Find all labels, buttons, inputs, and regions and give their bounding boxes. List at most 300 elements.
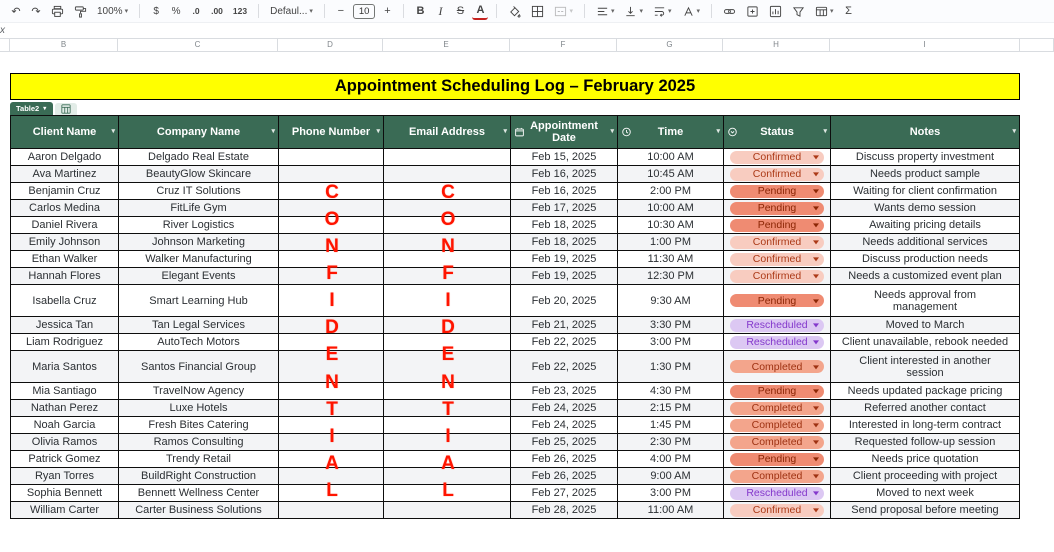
confidential-letter: C [325,182,339,203]
date-cell[interactable]: Feb 18, 2025 [511,216,618,233]
chevron-down-icon[interactable]: ▾ [271,128,275,135]
table-row [11,148,1019,165]
table-views-button[interactable] [812,2,837,20]
dropdown-arrow-icon [813,340,819,344]
dropdown-arrow-icon [813,189,819,193]
client-cell[interactable]: Emily Johnson [11,233,119,250]
status-cell[interactable] [724,382,831,399]
notes-cell[interactable] [831,382,1019,399]
dropdown-arrow-icon [813,508,819,512]
status-cell[interactable] [724,199,831,216]
confidential-letter: L [326,479,338,501]
notes-cell[interactable] [831,484,1019,501]
company-cell[interactable]: Ramos Consulting [119,433,279,450]
client-cell[interactable]: Jessica Tan [11,316,119,333]
time-cell[interactable]: 3:30 PM [618,316,724,333]
status-cell[interactable] [724,350,831,382]
email-cell[interactable] [384,467,511,484]
table-row [11,216,1019,233]
email-cell[interactable] [384,484,511,501]
email-cell[interactable] [384,165,511,182]
time-cell[interactable]: 4:30 PM [618,382,724,399]
company-cell[interactable]: Smart Learning Hub [119,284,279,316]
notes-text: Needs updated package pricing [847,385,1003,397]
notes-cell[interactable] [831,233,1019,250]
dropdown-arrow-icon [813,389,819,393]
zoom-select[interactable] [94,2,131,20]
table-row [11,450,1019,467]
notes-text: Send proposal before meeting [851,504,999,516]
dropdown-arrow-icon [813,474,819,478]
time-cell[interactable]: 4:00 PM [618,450,724,467]
column-letter[interactable]: F [510,39,617,51]
date-cell[interactable]: Feb 23, 2025 [511,382,618,399]
date-cell[interactable]: Feb 24, 2025 [511,416,618,433]
date-cell[interactable]: Feb 16, 2025 [511,165,618,182]
notes-text: Wants demo session [874,202,976,214]
email-cell[interactable] [384,182,511,199]
time-cell[interactable]: 10:00 AM [618,199,724,216]
font-size-input[interactable]: 10 [353,4,376,19]
sheet-canvas [0,52,1054,552]
status-cell[interactable] [724,333,831,350]
client-cell[interactable]: Ava Martinez [11,165,119,182]
status-cell[interactable] [724,484,831,501]
status-chip[interactable] [730,151,824,164]
email-cell[interactable] [384,501,511,518]
confidential-letter: L [442,479,454,501]
date-cell[interactable]: Feb 16, 2025 [511,182,618,199]
dropdown-arrow-icon [813,323,819,327]
email-cell[interactable] [384,233,511,250]
time-cell[interactable]: 1:30 PM [618,350,724,382]
horizontal-align-button[interactable] [593,2,618,20]
client-cell[interactable]: Sophia Bennett [11,484,119,501]
email-cell[interactable] [384,450,511,467]
column-header-label: Phone Number [291,126,371,138]
company-cell[interactable]: Elegant Events [119,267,279,284]
chevron-down-icon[interactable]: ▾ [716,128,720,135]
phone-cell[interactable] [279,284,384,316]
decrease-decimal-button[interactable]: .0 [192,6,200,16]
date-cell[interactable]: Feb 27, 2025 [511,484,618,501]
column-header-phone-number[interactable] [279,116,384,148]
notes-cell[interactable] [831,399,1019,416]
company-cell[interactable]: Walker Manufacturing [119,250,279,267]
vertical-align-button[interactable] [621,2,646,20]
company-cell[interactable]: Santos Financial Group [119,350,279,382]
undo-button[interactable]: ↶ [11,5,21,18]
time-cell[interactable]: 10:30 AM [618,216,724,233]
status-chip[interactable] [730,168,824,181]
time-cell[interactable]: 1:45 PM [618,416,724,433]
status-cell[interactable] [724,433,831,450]
time-cell[interactable]: 11:30 AM [618,250,724,267]
table-row [11,399,1019,416]
company-cell[interactable]: BuildRight Construction [119,467,279,484]
confidential-letter: O [440,209,456,231]
text-rotation-icon [682,5,695,18]
client-cell[interactable]: Patrick Gomez [11,450,119,467]
notes-cell[interactable] [831,501,1019,518]
email-cell[interactable] [384,399,511,416]
column-header-notes[interactable] [831,116,1019,148]
toolbar-divider [139,4,140,18]
client-cell[interactable]: Ethan Walker [11,250,119,267]
client-cell[interactable]: Nathan Perez [11,399,119,416]
table-name-label: Table2 [16,104,40,113]
time-cell[interactable]: 10:00 AM [618,148,724,165]
chevron-down-icon[interactable]: ▾ [610,128,614,135]
date-cell[interactable]: Feb 17, 2025 [511,199,618,216]
toolbar-divider [584,4,585,18]
phone-cell[interactable] [279,501,384,518]
notes-cell[interactable] [831,182,1019,199]
strikethrough-button[interactable]: S [456,5,465,17]
format-currency-button[interactable]: $ [153,5,159,17]
status-cell[interactable] [724,148,831,165]
column-header-email-address[interactable] [384,116,511,148]
notes-cell[interactable] [831,316,1019,333]
company-cell[interactable]: River Logistics [119,216,279,233]
status-chip[interactable] [730,360,824,373]
notes-cell[interactable] [831,250,1019,267]
client-cell[interactable]: Aaron Delgado [11,148,119,165]
company-cell[interactable]: Delgado Real Estate [119,148,279,165]
font-select[interactable] [267,2,316,20]
table-row [11,284,1019,316]
time-cell[interactable]: 12:30 PM [618,267,724,284]
notes-cell[interactable] [831,416,1019,433]
status-label: Confirmed [752,504,802,516]
status-chip[interactable] [730,419,824,432]
status-cell[interactable] [724,399,831,416]
client-cell[interactable]: Ryan Torres [11,467,119,484]
status-chip[interactable] [730,385,824,398]
text-rotation-button[interactable] [679,2,704,20]
status-chip[interactable] [730,185,824,198]
italic-button[interactable]: I [438,3,443,18]
time-cell[interactable]: 1:00 PM [618,233,724,250]
time-cell[interactable]: 2:15 PM [618,399,724,416]
date-cell[interactable]: Feb 26, 2025 [511,467,618,484]
phone-cell[interactable] [279,467,384,484]
client-cell[interactable]: Mia Santiago [11,382,119,399]
time-cell[interactable]: 3:00 PM [618,333,724,350]
time-cell[interactable]: 9:30 AM [618,284,724,316]
toolbar-divider [711,4,712,18]
date-cell[interactable]: Feb 25, 2025 [511,433,618,450]
phone-cell[interactable] [279,148,384,165]
time-cell[interactable]: 11:00 AM [618,501,724,518]
dropdown-arrow-icon [813,155,819,159]
status-cell[interactable] [724,267,831,284]
notes-cell[interactable] [831,267,1019,284]
email-cell[interactable] [384,333,511,350]
status-chip[interactable] [730,236,824,249]
date-cell[interactable]: Feb 22, 2025 [511,350,618,382]
status-chip[interactable] [730,294,824,307]
client-cell[interactable]: Hannah Flores [11,267,119,284]
client-cell[interactable]: Olivia Ramos [11,433,119,450]
format-percent-button[interactable]: % [171,5,181,17]
chevron-down-icon[interactable]: ▾ [823,128,827,135]
page-title: Appointment Scheduling Log – February 2025 [334,77,696,95]
chevron-down-icon[interactable]: ▾ [1012,128,1016,135]
date-cell[interactable]: Feb 19, 2025 [511,267,618,284]
notes-cell[interactable] [831,165,1019,182]
client-cell[interactable]: Liam Rodriguez [11,333,119,350]
company-cell[interactable]: Tan Legal Services [119,316,279,333]
borders-button[interactable] [528,2,547,20]
email-cell[interactable] [384,250,511,267]
status-chip[interactable] [730,453,824,466]
column-header-status[interactable] [724,116,831,148]
notes-text: Referred another contact [864,402,986,414]
confidential-letter: A [441,452,455,474]
column-header-company-name[interactable] [119,116,279,148]
table-row [11,484,1019,501]
phone-cell[interactable] [279,416,384,433]
email-cell[interactable] [384,416,511,433]
status-chip[interactable] [730,504,824,517]
dropdown-arrow-icon [813,457,819,461]
status-cell[interactable] [724,233,831,250]
status-cell[interactable] [724,501,831,518]
status-cell[interactable] [724,316,831,333]
status-label: Pending [757,202,797,214]
column-letter[interactable]: B [10,39,118,51]
notes-cell[interactable] [831,199,1019,216]
company-cell[interactable]: Fresh Bites Catering [119,416,279,433]
insert-link-icon [723,5,736,18]
table-view-tab[interactable] [55,103,77,115]
functions-button[interactable]: Σ [845,5,852,17]
notes-cell[interactable] [831,333,1019,350]
phone-cell[interactable] [279,450,384,467]
status-chip[interactable] [730,470,824,483]
date-cell[interactable]: Feb 18, 2025 [511,233,618,250]
phone-cell[interactable] [279,433,384,450]
date-cell[interactable]: Feb 24, 2025 [511,399,618,416]
company-cell[interactable]: Bennett Wellness Center [119,484,279,501]
formula-bar[interactable] [0,23,1054,38]
confidential-letter: N [441,371,455,393]
status-chip[interactable] [730,436,824,449]
phone-cell[interactable] [279,333,384,350]
print-button[interactable] [48,2,67,20]
company-cell[interactable]: BeautyGlow Skincare [119,165,279,182]
notes-text: Discuss property investment [855,151,995,163]
client-cell[interactable]: Maria Santos [11,350,119,382]
table-row [11,501,1019,518]
phone-cell[interactable] [279,182,384,199]
column-header-appointment-date[interactable] [511,116,618,148]
status-label: Pending [757,294,797,307]
insert-comment-button[interactable] [743,2,762,20]
paint-format-icon [74,5,87,18]
status-cell[interactable] [724,284,831,316]
borders-icon [531,5,544,18]
insert-chart-icon [769,5,782,18]
time-cell[interactable]: 2:30 PM [618,433,724,450]
phone-cell[interactable] [279,233,384,250]
column-letter[interactable]: G [617,39,723,51]
phone-cell[interactable] [279,250,384,267]
date-cell[interactable]: Feb 20, 2025 [511,284,618,316]
phone-cell[interactable] [279,165,384,182]
status-chip[interactable] [730,270,824,283]
chevron-down-icon: ▾ [43,106,47,112]
status-chip[interactable] [730,336,824,349]
table-views-icon [815,5,828,18]
column-letter[interactable]: I [830,39,1020,51]
date-cell[interactable]: Feb 21, 2025 [511,316,618,333]
email-cell[interactable] [384,316,511,333]
date-cell[interactable]: Feb 15, 2025 [511,148,618,165]
company-cell[interactable]: Carter Business Solutions [119,501,279,518]
dropdown-arrow-icon [813,274,819,278]
company-cell[interactable]: Johnson Marketing [119,233,279,250]
time-cell[interactable]: 10:45 AM [618,165,724,182]
chevron-down-icon[interactable]: ▾ [503,128,507,135]
column-header-label: Appointment Date [530,120,598,144]
insert-link-button[interactable] [720,2,739,20]
status-cell[interactable] [724,216,831,233]
status-chip[interactable] [730,319,824,332]
phone-cell[interactable] [279,399,384,416]
email-cell[interactable] [384,148,511,165]
column-letter[interactable]: H [723,39,830,51]
fill-color-button[interactable] [505,2,524,20]
status-cell[interactable] [724,250,831,267]
filter-button[interactable] [789,2,808,20]
status-cell[interactable] [724,182,831,199]
client-cell[interactable]: Daniel Rivera [11,216,119,233]
company-cell[interactable]: Trendy Retail [119,450,279,467]
phone-cell[interactable] [279,382,384,399]
phone-cell[interactable] [279,484,384,501]
text-wrap-button[interactable] [650,2,675,20]
company-cell[interactable]: TravelNow Agency [119,382,279,399]
notes-cell[interactable] [831,350,1019,382]
date-cell[interactable]: Feb 26, 2025 [511,450,618,467]
status-chip[interactable] [730,253,824,266]
column-header-label: Company Name [156,126,241,138]
status-chip[interactable] [730,402,824,415]
confidential-letter: I [445,425,451,447]
table-body [11,148,1019,518]
status-cell[interactable] [724,467,831,484]
text-color-button[interactable]: A [472,2,488,20]
column-letter[interactable] [0,39,10,51]
status-cell[interactable] [724,165,831,182]
email-cell[interactable] [384,284,511,316]
status-cell[interactable] [724,416,831,433]
email-cell[interactable] [384,350,511,382]
notes-cell[interactable] [831,433,1019,450]
date-cell[interactable]: Feb 28, 2025 [511,501,618,518]
merge-cells-button[interactable] [551,2,576,20]
client-cell[interactable]: Isabella Cruz [11,284,119,316]
redo-button[interactable]: ↷ [31,5,41,18]
date-cell[interactable]: Feb 19, 2025 [511,250,618,267]
time-cell[interactable]: 3:00 PM [618,484,724,501]
column-letter[interactable]: C [118,39,278,51]
column-letter[interactable]: D [278,39,383,51]
client-cell[interactable]: Carlos Medina [11,199,119,216]
time-cell[interactable]: 2:00 PM [618,182,724,199]
company-cell[interactable]: Cruz IT Solutions [119,182,279,199]
calendar-icon [515,128,524,137]
company-cell[interactable]: AutoTech Motors [119,333,279,350]
table-row [11,433,1019,450]
notes-cell[interactable] [831,216,1019,233]
company-cell[interactable]: FitLife Gym [119,199,279,216]
insert-chart-button[interactable] [766,2,785,20]
status-chip[interactable] [730,487,824,500]
phone-cell[interactable] [279,267,384,284]
merge-cells-icon [554,5,567,18]
confidential-letter: T [442,398,454,420]
email-cell[interactable] [384,199,511,216]
status-chip[interactable] [730,219,824,232]
notes-cell[interactable] [831,148,1019,165]
status-chip[interactable] [730,202,824,215]
notes-cell[interactable] [831,284,1019,316]
column-header-client-name[interactable] [11,116,119,148]
table-row [11,182,1019,199]
column-letter[interactable] [1020,39,1054,51]
decrease-font-size-button[interactable]: − [337,5,345,17]
client-cell[interactable]: Benjamin Cruz [11,182,119,199]
bold-button[interactable]: B [416,5,425,17]
chevron-down-icon[interactable]: ▾ [111,128,115,135]
table-name-tab[interactable] [10,102,53,115]
dropdown-arrow-icon [813,440,819,444]
confidential-letter: I [329,425,335,447]
date-cell[interactable]: Feb 22, 2025 [511,333,618,350]
increase-decimal-button[interactable]: .00 [211,6,223,16]
column-letter[interactable]: E [383,39,510,51]
company-cell[interactable]: Luxe Hotels [119,399,279,416]
client-cell[interactable]: Noah Garcia [11,416,119,433]
dropdown-arrow-icon [813,491,819,495]
chevron-down-icon[interactable]: ▾ [376,128,380,135]
email-cell[interactable] [384,433,511,450]
notes-cell[interactable] [831,467,1019,484]
client-cell[interactable]: William Carter [11,501,119,518]
phone-cell[interactable] [279,350,384,382]
phone-cell[interactable] [279,199,384,216]
number-format-button[interactable]: 123 [232,6,248,16]
phone-cell[interactable] [279,216,384,233]
email-cell[interactable] [384,267,511,284]
status-cell[interactable] [724,450,831,467]
time-cell[interactable]: 9:00 AM [618,467,724,484]
email-cell[interactable] [384,382,511,399]
notes-text: Needs additional services [862,236,988,248]
paint-format-button[interactable] [71,2,90,20]
column-header-strip [0,38,1054,52]
column-header-time[interactable] [618,116,724,148]
increase-font-size-button[interactable]: + [384,5,391,17]
notes-cell[interactable] [831,450,1019,467]
email-cell[interactable] [384,216,511,233]
notes-text: Interested in long-term contract [848,419,1002,431]
phone-cell[interactable] [279,316,384,333]
confidential-letter: D [441,317,455,339]
